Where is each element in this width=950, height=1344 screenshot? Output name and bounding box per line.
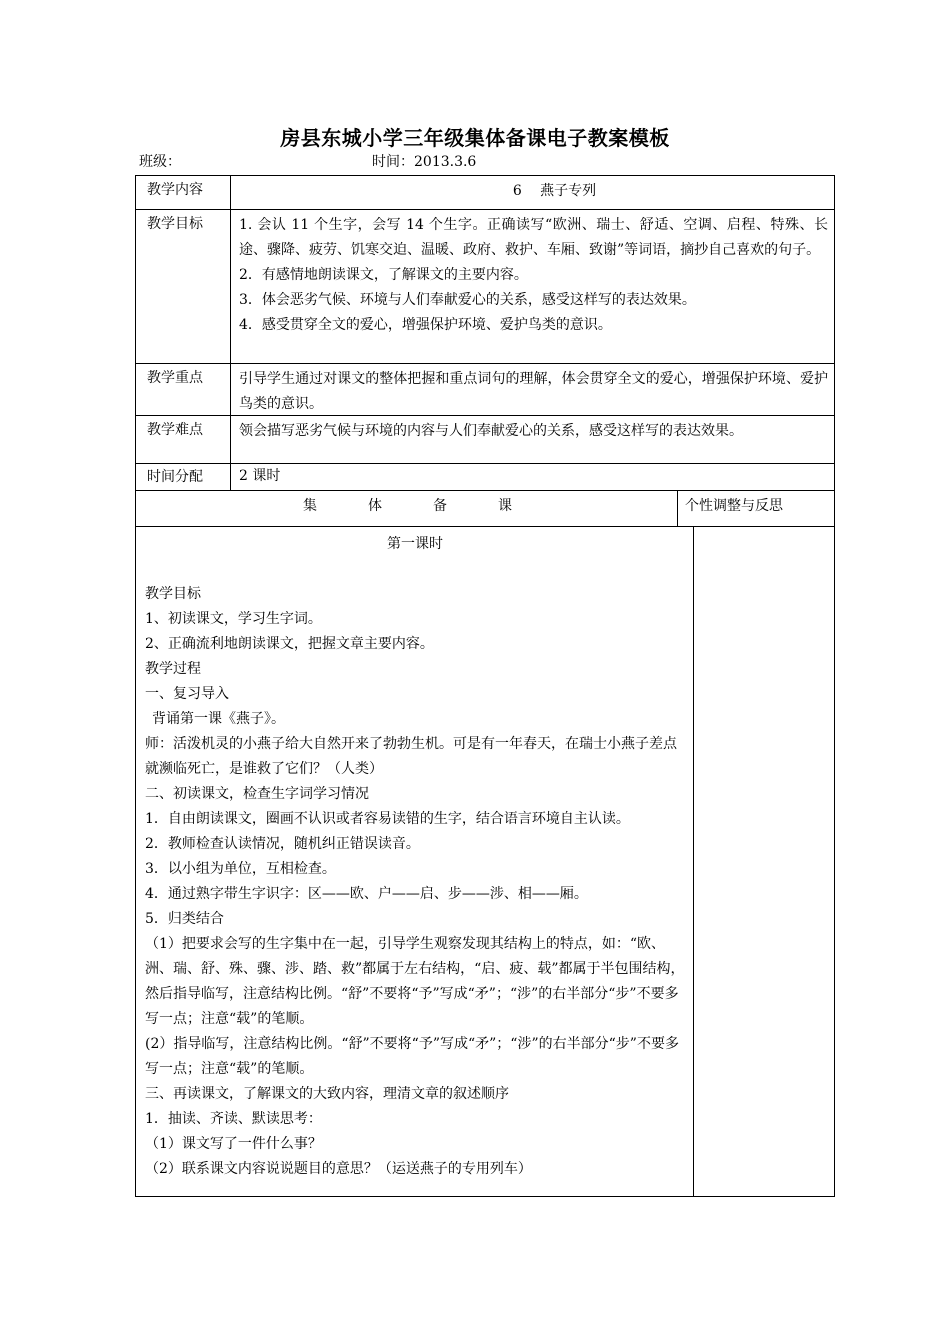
goals-row: [136, 209, 834, 363]
time-value: 2 课时: [239, 468, 281, 484]
lesson-line: （1）把要求会写的生字集中在一起，引导学生观察发现其结构上的特点，如：“欧、洲、瑞、舒、殊、骤、涉、踏、救”都属于左右结构，“启、疲、载”都属于半包围结构，然后指导临写，注意结构比例。“舒”不要将“予”写成“矛”；“涉”的右半部分“步”不要多写一点；注意“载”的笔顺。: [145, 936, 685, 1027]
lesson-line: 三、再读课文，了解课文的大致内容，理清文章的叙述顺序: [145, 1086, 509, 1102]
collective-prep-heading: [136, 491, 678, 526]
collective-header-row: [136, 490, 834, 526]
goal-item: 2．有感情地朗读课文，了解课文的主要内容。: [239, 267, 528, 283]
lesson-body: [136, 527, 694, 1196]
lesson-plan-table: [135, 175, 835, 1197]
lesson-line: 2、正确流利地朗读课文，把握文章主要内容。: [145, 636, 434, 652]
class-label: 班级：: [139, 154, 181, 170]
collective-char: 备: [433, 498, 447, 514]
lesson-line: （1）课文写了一件什么事？: [145, 1136, 322, 1152]
content-value: 6 燕子专列: [512, 183, 597, 199]
time-row: [136, 463, 834, 490]
content-label: 教学内容: [136, 176, 231, 209]
lesson-line: 3．以小组为单位，互相检查。: [145, 861, 336, 877]
date-label: 时间：: [372, 154, 414, 170]
lesson-line: (2）指导临写，注意结构比例。“舒”不要将“予”写成“矛”；“涉”的右半部分“步”不要多写一点；注意“载”的笔顺。: [145, 1036, 679, 1077]
collective-char: 课: [498, 498, 512, 514]
difficulty-value: 领会描写恶劣气候与环境的内容与人们奉献爱心的关系，感受这样写的表达效果。: [239, 423, 743, 439]
date-field: [372, 151, 476, 171]
focus-row: [136, 363, 834, 415]
goals-content: [231, 210, 834, 363]
goal-item: 1. 会认 11 个生字，会写 14 个生字。正确读写“欧洲、瑞士、舒适、空调、启程、特殊、长途、骤降、疲劳、饥寒交迫、温暖、政府、救护、车厢、致谢”等词语，摘抄自己喜欢的句子。: [239, 217, 828, 258]
content-row: [136, 176, 834, 209]
difficulty-label: 教学难点: [136, 416, 231, 463]
lesson-heading: 第一课时: [387, 536, 443, 552]
goal-item: 3．体会恶劣气候、环境与人们奉献爱心的关系，感受这样写的表达效果。: [239, 292, 696, 308]
collective-char: 集: [303, 498, 317, 514]
difficulty-row: [136, 415, 834, 463]
lesson-line: 1、初读课文，学习生字词。: [145, 611, 322, 627]
lesson-line: 教学过程: [145, 661, 201, 677]
lesson-line: 一、复习导入: [145, 686, 229, 702]
lesson-line: 4．通过熟字带生字识字：区——欧、户——启、步——涉、相——厢。: [145, 886, 588, 902]
lesson-line: （2）联系课文内容说说题目的意思？（运送燕子的专用列车）: [145, 1161, 532, 1177]
goals-label: 教学目标: [136, 210, 231, 363]
lesson-line: 二、初读课文，检查生字词学习情况: [145, 786, 369, 802]
document-title: 房县东城小学三年级集体备课电子教案模板: [280, 126, 670, 150]
lesson-line: 教学目标: [145, 586, 201, 602]
focus-label: 教学重点: [136, 364, 231, 415]
lesson-line: 2．教师检查认读情况，随机纠正错误读音。: [145, 836, 420, 852]
reflection-heading: 个性调整与反思: [685, 498, 783, 514]
date-value: 2013.3.6: [414, 154, 477, 170]
lesson-body-row: [136, 526, 834, 1196]
lesson-line: 背诵第一课《燕子》。: [152, 711, 285, 727]
goal-item: 4．感受贯穿全文的爱心，增强保护环境、爱护鸟类的意识。: [239, 317, 612, 333]
lesson-line: 5．归类结合: [145, 911, 224, 927]
time-label: 时间分配: [136, 464, 231, 490]
collective-char: 体: [368, 498, 382, 514]
lesson-line: 1．抽读、齐读、默读思考：: [145, 1111, 322, 1127]
lesson-line: 师：活泼机灵的小燕子给大自然开来了勃勃生机。可是有一年春天，在瑞士小燕子差点就濒临死亡，是谁救了它们？（人类）: [145, 736, 677, 777]
focus-value: 引导学生通过对课文的整体把握和重点词句的理解，体会贯穿全文的爱心，增强保护环境、爱护鸟类的意识。: [239, 371, 828, 412]
lesson-line: 1．自由朗读课文，圈画不认识或者容易读错的生字，结合语言环境自主认读。: [145, 811, 630, 827]
